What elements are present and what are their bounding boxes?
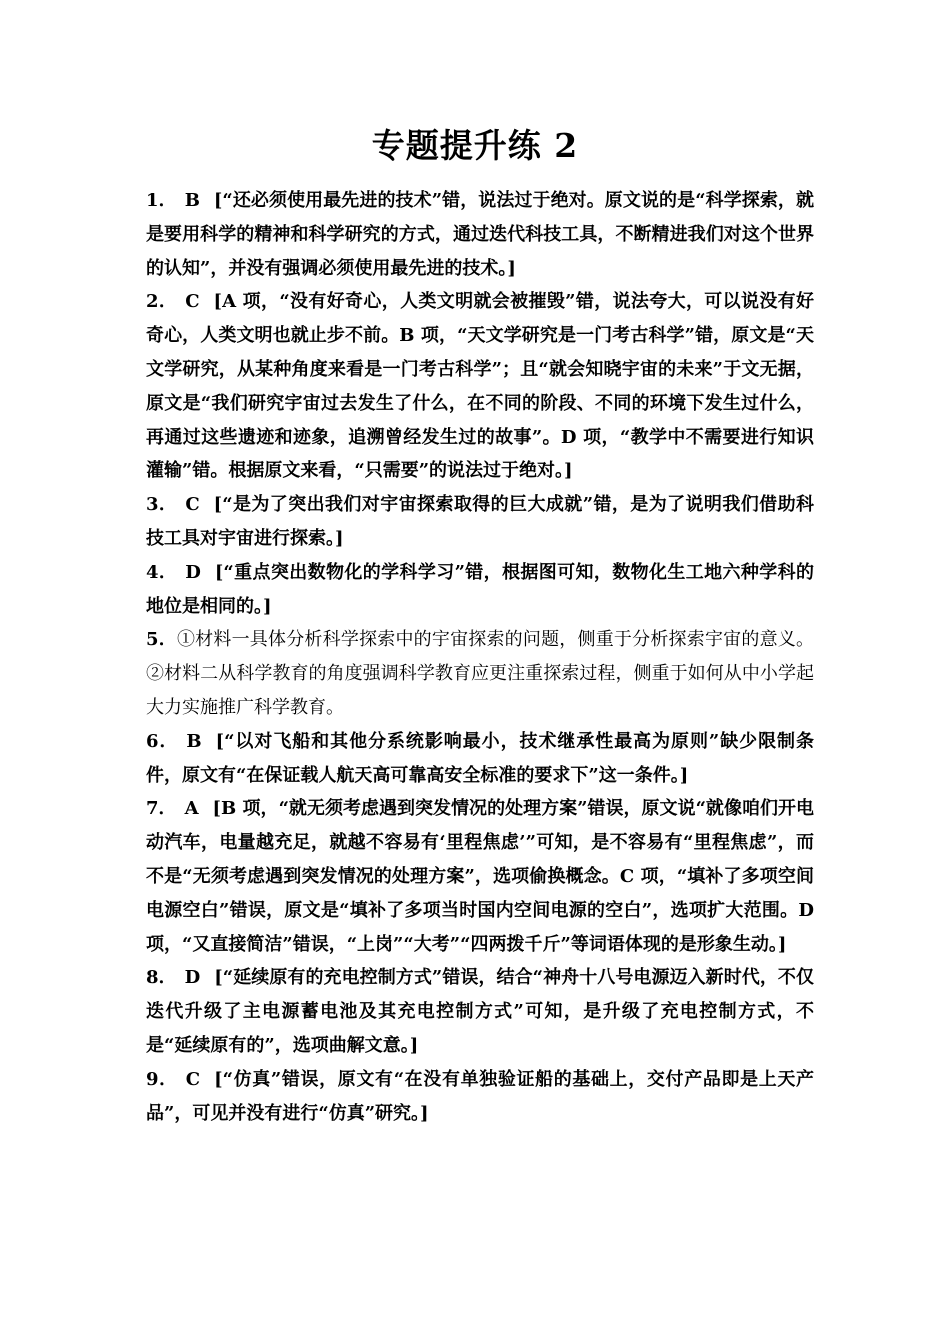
- page-title: 专题提升练 2: [371, 126, 579, 165]
- item-answer: C: [185, 291, 200, 313]
- item-number: 2．: [146, 291, 178, 313]
- item-number: 8．: [146, 967, 177, 989]
- answer-item-6: [146, 725, 814, 793]
- item-answer: A: [184, 798, 199, 820]
- answer-item-5: [146, 623, 814, 724]
- item-answer: D: [184, 967, 201, 989]
- item-number: 3．: [146, 494, 178, 516]
- item-explanation: [“重点突出数物化的学科学习”错，根据图可知，数物化生工地六种学科的地位是相同的。]: [146, 561, 814, 617]
- item-explanation: [“以对飞船和其他分系统影响最小，技术继承性最高为原则”缺少限制条件，原文有“在保证载人航天高可靠高安全标准的要求下”这一条件。]: [146, 730, 814, 786]
- answer-item-2: [146, 285, 814, 488]
- answer-item-8: [146, 961, 814, 1062]
- item-explanation: [“是为了突出我们对宇宙探索取得的巨大成就”错，是为了说明我们借助科技工具对宇宙进行探索。]: [146, 494, 814, 549]
- item-answer: C: [185, 1068, 201, 1090]
- item-answer: C: [185, 494, 200, 516]
- item-answer: B: [186, 730, 202, 752]
- item-explanation: [“仿真”错误，原文有“在没有单独验证船的基础上，交付产品即是上天产品”，可见并没有进行“仿真”研究。]: [146, 1068, 814, 1124]
- item-number: 7．: [146, 798, 177, 820]
- item-number: 9．: [146, 1068, 178, 1090]
- item-explanation: [“延续原有的充电控制方式”错误，结合“神舟十八号电源迈入新时代，不仅迭代升级了主电源蓄电池及其充电控制方式”可知，是升级了充电控制方式，不是“延续原有的”，选项曲解文意。]: [146, 967, 814, 1056]
- answer-item-4: [146, 556, 814, 624]
- item-explanation: [B 项，“就无须考虑遇到突发情况的处理方案”错误，原文说“就像咱们开电动汽车，电量越充足，就越不容易有‘里程焦虑’”可知，是不容易有“里程焦虑”，而不是“无须考虑遇到突发情况的处理方案”，选项偷换概念。C 项，“填补了多项空间电源空白”错误，原文是“填补了多项当时国内空间电源的空白”，选项扩大范围。D 项，“又直接简洁”错误，“上岗”“大考”“四两拨千斤”等词语体现的是形象生动。]: [146, 798, 814, 955]
- answer-item-7: [146, 792, 814, 961]
- answer-item-3: [146, 488, 814, 556]
- item-number: 1．: [146, 190, 177, 211]
- item-answer: D: [185, 561, 201, 583]
- answer-item-9: [146, 1063, 814, 1131]
- item-explanation: [A 项，“没有好奇心，人类文明就会被摧毁”错，说法夸大，可以说没有好奇心，人类文明也就止步不前。B 项，“天文学研究是一门考古科学”错，原文是“天文学研究，从某种角度来看是一门考古科学”；且“就会知晓宇宙的未来”于文无据，原文是“我们研究宇宙过去发生了什么，在不同的阶段、不同的环境下发生过什么，再通过这些遗迹和迹象，追溯曾经发生过的故事”。D 项，“教学中不需要进行知识灌输”错。根据原文来看，“只需要”的说法过于绝对。]: [146, 291, 814, 482]
- answer-item-1: [146, 184, 814, 285]
- item-answer: B: [184, 190, 200, 211]
- item-number: 6．: [146, 730, 179, 752]
- answer-list: [146, 184, 814, 1130]
- item-explanation: [“还必须使用最先进的技术”错，说法过于绝对。原文说的是“科学探索，就是要用科学的精神和科学研究的方式，通过迭代科技工具，不断精进我们对这个世界的认知”，并没有强调必须使用最先进的技术。]: [146, 190, 814, 279]
- item-number: 5．: [146, 629, 177, 651]
- item-explanation: ①材料一具体分析科学探索中的宇宙探索的问题，侧重于分析探索宇宙的意义。②材料二从科学教育的角度强调科学教育应更注重探索过程，侧重于如何从中小学起大力实施推广科学教育。: [146, 629, 815, 718]
- item-number: 4．: [146, 561, 178, 583]
